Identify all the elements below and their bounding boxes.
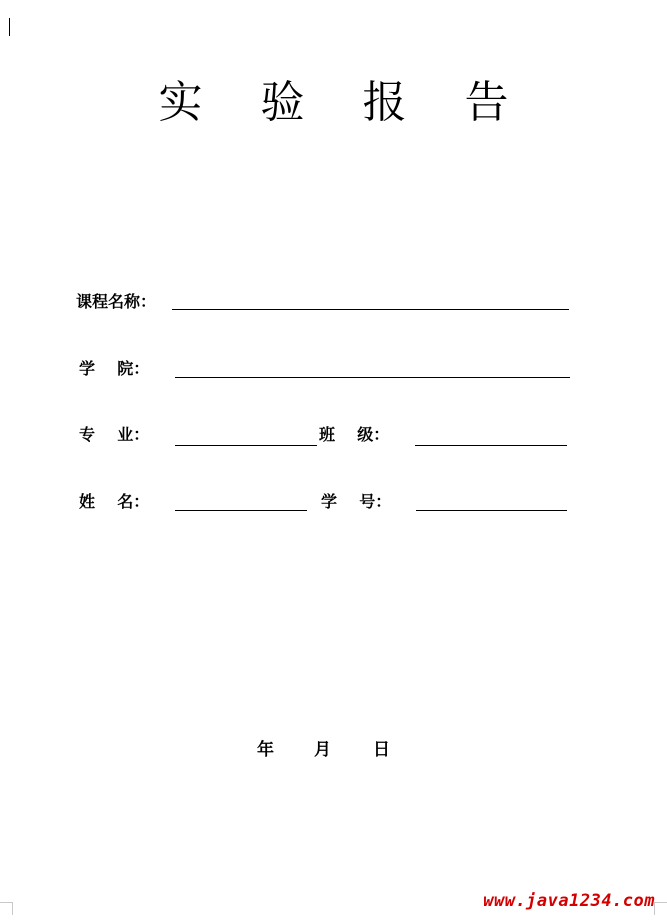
date-year: 年 xyxy=(257,740,274,760)
major-label: 专 业： xyxy=(79,425,150,444)
college-line[interactable] xyxy=(175,377,570,378)
site-watermark: www.java1234.com xyxy=(483,891,655,911)
date-day: 日 xyxy=(373,740,390,760)
college-label: 学 院： xyxy=(79,359,150,378)
major-line[interactable] xyxy=(175,445,317,446)
course-name-line[interactable] xyxy=(172,309,569,310)
page-corner-bottom-left xyxy=(0,902,13,915)
class-label: 班 级： xyxy=(319,425,390,444)
student-id-line[interactable] xyxy=(416,510,567,511)
date-month: 月 xyxy=(314,740,331,760)
student-id-label: 学 号： xyxy=(321,492,392,511)
name-line[interactable] xyxy=(175,510,307,511)
name-label: 姓 名： xyxy=(79,492,150,511)
course-name-label: 课程名称： xyxy=(76,292,157,311)
page-corner-bottom-right xyxy=(654,902,667,915)
report-title: 实 验 报 告 xyxy=(158,77,531,128)
class-line[interactable] xyxy=(415,445,567,446)
text-cursor xyxy=(9,18,10,36)
